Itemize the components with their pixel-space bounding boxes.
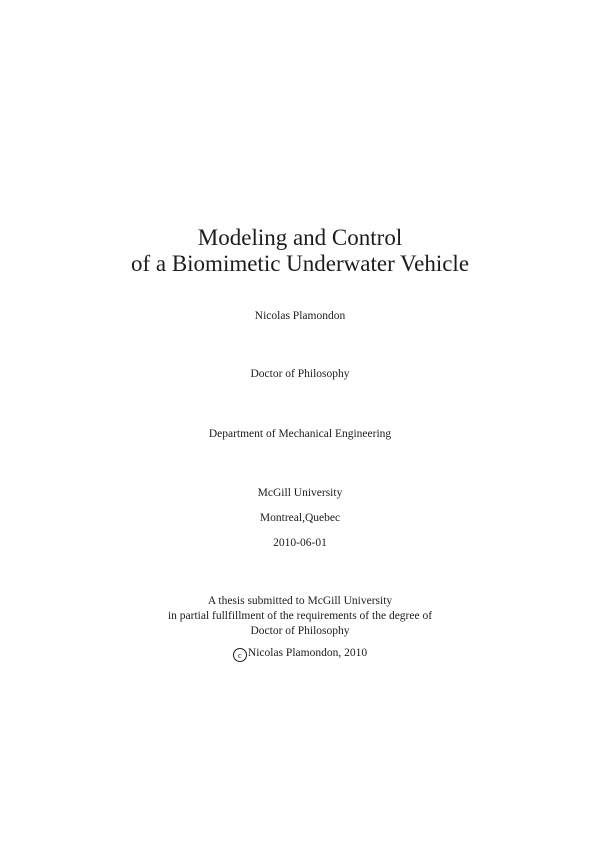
thesis-statement	[0, 594, 600, 639]
location: Montreal,Quebec	[259, 512, 341, 524]
copyright-icon: c	[233, 648, 247, 662]
copyright-text: Nicolas Plamondon, 2010	[247, 647, 368, 659]
thesis-statement-line-2: in partial fullfillment of the requirements of the degree of	[167, 610, 433, 622]
author-name: Nicolas Plamondon	[254, 310, 346, 322]
submission-date: 2010-06-01	[273, 537, 327, 549]
copyright-notice	[0, 646, 600, 662]
thesis-statement-line-1: A thesis submitted to McGill University	[207, 595, 393, 607]
thesis-statement-line-3: Doctor of Philosophy	[250, 625, 350, 637]
thesis-title	[0, 225, 600, 277]
thesis-title-line-2: of a Biomimetic Underwater Vehicle	[130, 251, 470, 276]
thesis-title-line-1: Modeling and Control	[197, 225, 403, 250]
degree-name: Doctor of Philosophy	[250, 368, 350, 380]
department-name: Department of Mechanical Engineering	[208, 428, 392, 440]
university-name: McGill University	[257, 487, 343, 499]
